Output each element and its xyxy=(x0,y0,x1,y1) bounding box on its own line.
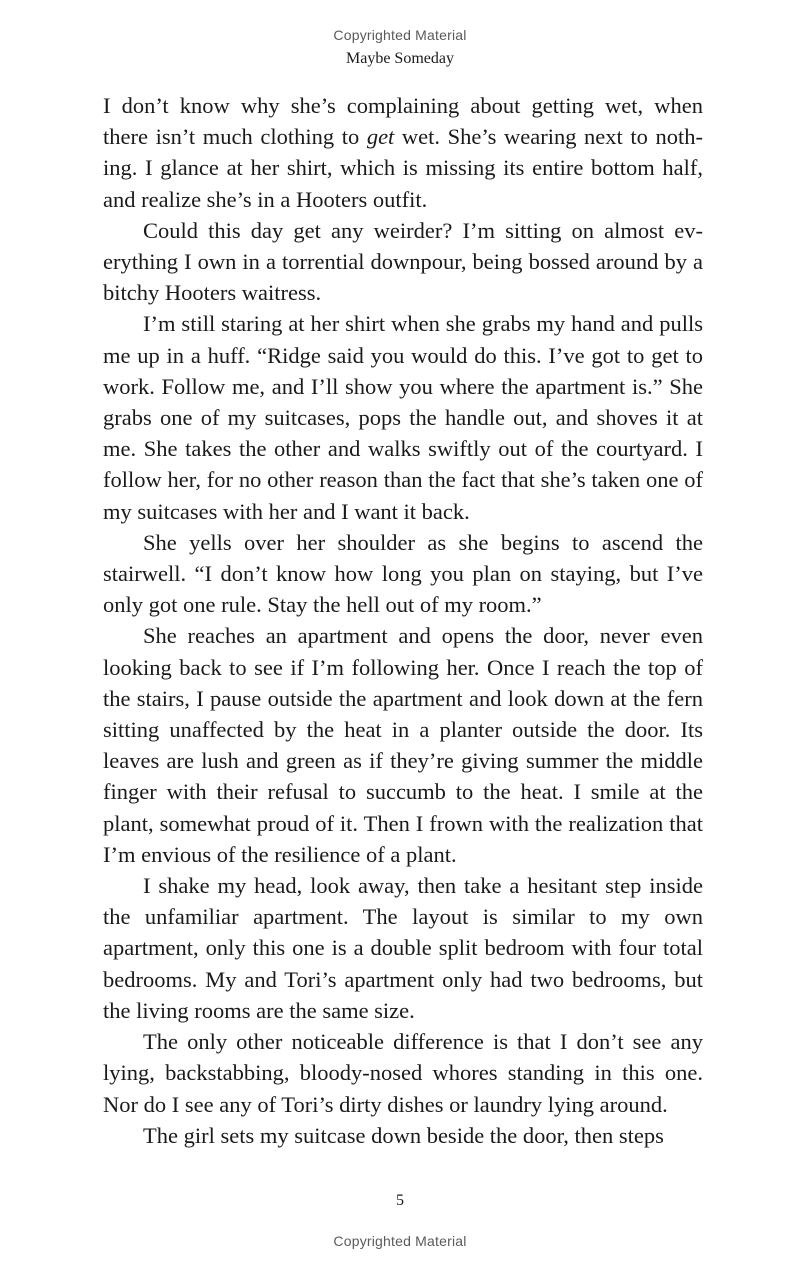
paragraph-7: The only other noticeable difference is that I don’t see any lying, backstabbing, bloody-nosed whores standing in this one. Nor do I see any of Tori’s dirty dishes or laundry lying around. xyxy=(103,1029,703,1117)
paragraph-1-emphasis: get xyxy=(366,124,395,150)
body-text xyxy=(103,90,703,1151)
paragraph-5: She reaches an apartment and opens the door, never even looking back to see if I’m following her. Once I reach the top of the stairs, I pause outside the apartment and look down at the fern sitting unaffected by the heat in a planter outside the door. Its leaves are lush and green as if they’re giving summer the middle finger with their refusal to succumb to the heat. I smile at the plant, somewhat proud of it. Then I frown with the realization that I’m envious of the resilience of a plant. xyxy=(103,623,703,867)
paragraph-1 xyxy=(103,90,703,215)
paragraph-1-after: wet. She’s wearing next to nothing. I glance at her shirt, which is missing its entire bottom half, and realize she’s in a Hooters outfit. xyxy=(103,124,704,212)
paragraph-3: I’m still staring at her shirt when she grabs my hand and pulls me up in a huff. “Ridge said you would do this. I’ve got to get to work. Follow me, and I’ll show you where the apartment is.” She grabs one of my suitcases, pops the handle out, and shoves it at me. She takes the other and walks swiftly out of the courtyard. I follow her, for no other reason than the fact that she’s taken one of my suitcases with her and I want it back. xyxy=(103,311,703,524)
paragraph-4: She yells over her shoulder as she begins to ascend the stairwell. “I don’t know how long you plan on staying, but I’ve only got one rule. Stay the hell out of my room.” xyxy=(103,529,703,618)
running-head-title: Maybe Someday xyxy=(346,50,454,67)
copyright-watermark-bottom: Copyrighted Material xyxy=(333,1233,467,1249)
paragraph-8: The girl sets my suitcase down beside the door, then steps xyxy=(143,1122,664,1148)
paragraph-6: I shake my head, look away, then take a hesitant step inside the unfamiliar apartment. The layout is similar to my own apartment, only this one is a double split bedroom with four total bedrooms. My and Tori’s apartment only had two bedrooms, but the living rooms are the same size. xyxy=(103,873,703,1023)
page-number: 5 xyxy=(396,1192,404,1209)
paragraph-2: Could this day get any weirder? I’m sitting on almost everything I own in a torrential downpour, being bossed around by a bitchy Hooters waitress. xyxy=(103,217,703,306)
paragraph-1-before: I don’t know why she’s complaining about getting wet, when there isn’t much clothing to xyxy=(103,93,703,150)
copyright-watermark-top: Copyrighted Material xyxy=(333,27,467,43)
